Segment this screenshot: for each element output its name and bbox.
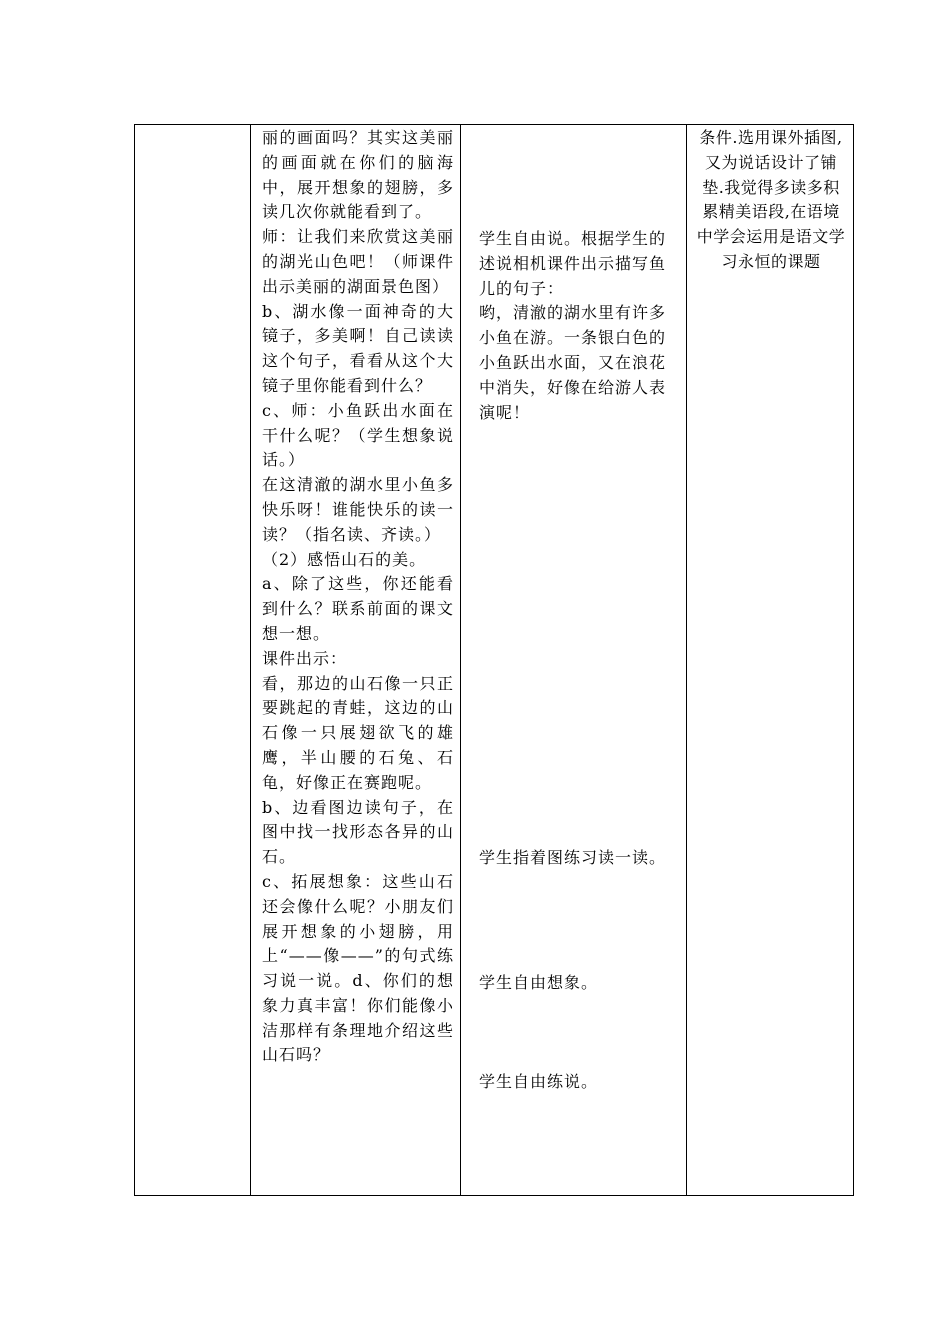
student-activity-block-3: 学生自由想象。 xyxy=(479,973,599,992)
student-activity-block-1: 学生自由说。根据学生的述说相机课件出示描写鱼儿的句子： 哟，清澈的湖水里有许多小鱼在游。一条银白色的小鱼跃出水面，又在浪花中消失，好像在给游人表演呢！ xyxy=(479,229,667,422)
teacher-activity-text: 丽的画面吗？其实这美丽的画面就在你们的脑海中，展开想象的翅膀，多读几次你就能看到了。 师：让我们来欣赏这美丽的湖光山色吧！（师课件出示美丽的湖面景色图） b、湖水像一面神奇的大镜子，多美啊！自己读读这个句子，看看从这个大镜子里你能看到什么？ c、师：小鱼跃出水面在干什么呢？（学生想象说话。） 在这清澈的湖水里小鱼多快乐呀！谁能快乐的读一读？（指名读、齐读。） （2）感悟山石的美。 a、除了这些，你还能看到什么？联系前面的课文想一想。 课件出示： 看，那边的山石像一只正要跳起的青蛙，这边的山石像一只展翅欲飞的雄鹰，半山腰的石兔、石龟，好像正在赛跑呢。 b、边看图边读句子，在图中找一找形态各异的山石。 c、拓展想象：这些山石还会像什么呢？小朋友们展开想象的小翅膀，用上“——像——”的句式练习说一说。d、你们的想象力真丰富！你们能像小洁那样有条理地介绍这些山石吗？ xyxy=(262,128,454,1065)
student-activity-block-2: 学生指着图练习读一读。 xyxy=(479,848,667,867)
student-activity-block-4: 学生自由练说。 xyxy=(479,1072,599,1091)
teacher-activity-cell xyxy=(251,125,461,1196)
column-1-cell xyxy=(135,125,251,1196)
lesson-plan-table xyxy=(134,124,854,1196)
design-intent-cell xyxy=(687,125,854,1196)
student-activity-cell xyxy=(461,125,687,1196)
design-intent-text: 条件.选用课外插图,又为说话设计了铺垫.我觉得多读多积累精美语段,在语境中学会运用是语文学习永恒的课题 xyxy=(696,128,846,271)
table-row xyxy=(135,125,854,1196)
